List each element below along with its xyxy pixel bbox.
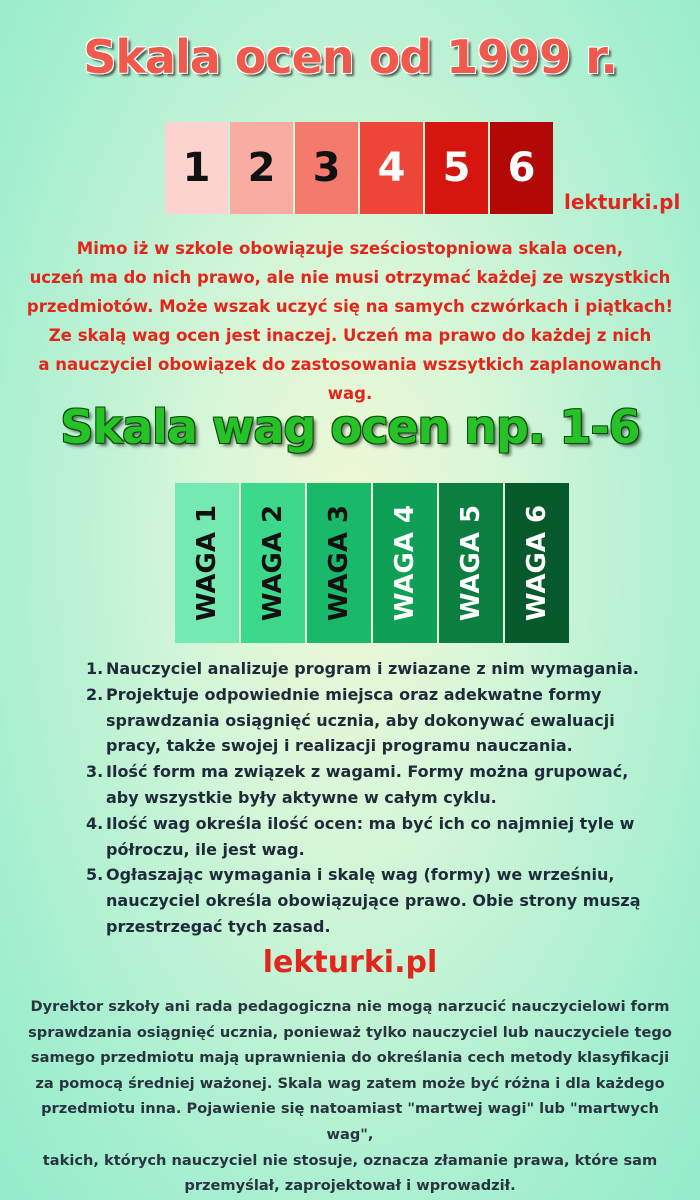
weight-box-3 — [307, 483, 371, 643]
intro-text — [20, 234, 680, 408]
rule-item — [86, 862, 666, 939]
grade-scale — [165, 122, 553, 214]
footer-line: za pomocą średniej ważonej. Skala wag zatem może być różna i dla każdego — [35, 1074, 665, 1092]
rule-text: Ogłaszając wymagania i skalę wag (formy) we wrześniu, nauczyciel określa obowiązujące prawo. Obie strony muszą przestrzegać tych zasad. — [106, 865, 641, 936]
grade-scale-title: Skala ocen od 1999 r. — [83, 30, 617, 84]
brand-watermark: lekturki.pl — [564, 190, 681, 214]
weight-box-6 — [505, 483, 569, 643]
intro-line: Ze skalą wag ocen jest inaczej. Uczeń ma prawo do każdej z nich — [48, 326, 652, 345]
grade-box-4: 4 — [360, 122, 423, 214]
footer-text — [20, 994, 680, 1199]
weight-label: WAGA 6 — [522, 504, 552, 622]
footer-line: samego przedmiotu mają uprawnienia do określania cech metody klasyfikacji — [30, 1049, 670, 1067]
weight-label: WAGA 2 — [258, 504, 288, 622]
weight-box-4 — [373, 483, 437, 643]
footer-line: takich, których nauczyciel nie stosuje, oznacza złamanie prawa, które sam — [42, 1151, 658, 1169]
grade-box-3: 3 — [295, 122, 358, 214]
footer-line: przemyślał, zaprojektował i wprowadził. — [184, 1177, 516, 1195]
rule-text: Nauczyciel analizuje program i zwiazane z nim wymagania. — [106, 659, 639, 678]
footer-line: sprawdzania osiągnięć ucznia, ponieważ tylko nauczyciel lub nauczyciele tego — [28, 1023, 672, 1041]
grade-box-2: 2 — [230, 122, 293, 214]
rule-number: 3. — [86, 762, 104, 782]
weight-label: WAGA 1 — [192, 504, 222, 622]
grade-box-1: 1 — [165, 122, 228, 214]
weight-box-2 — [241, 483, 305, 643]
weight-scale-title: Skala wag ocen np. 1-6 — [60, 400, 640, 454]
rule-number: 2. — [86, 684, 104, 704]
weight-label: WAGA 5 — [456, 504, 486, 622]
rule-item — [86, 759, 666, 811]
intro-line: Mimo iż w szkole obowiązuje sześciostopniowa skala ocen, — [76, 239, 624, 258]
grade-box-6: 6 — [490, 122, 553, 214]
intro-line: a nauczyciel obowiązek do zastosowania wszsytkich zaplanowanch wag. — [38, 355, 662, 403]
footer-line: przedmiotu inna. Pojawienie się natoamiast "martwej wagi" lub "martwych wag", — [41, 1100, 659, 1143]
weight-label: WAGA 4 — [390, 504, 420, 622]
grade-box-5: 5 — [425, 122, 488, 214]
rule-number: 5. — [86, 865, 104, 885]
intro-line: uczeń ma do nich prawo, ale nie musi otrzymać każdej ze wszystkich — [29, 268, 671, 287]
rule-text: Ilość wag określa ilość ocen: ma być ich co najmniej tyle w półroczu, ile jest wag. — [106, 813, 635, 859]
rule-text: Ilość form ma związek z wagami. Formy można grupować, aby wszystkie były aktywne w całym cyklu. — [106, 762, 629, 807]
rule-item — [86, 656, 666, 682]
weight-box-1 — [175, 483, 239, 643]
footer-line: Dyrektor szkoły ani rada pedagogiczna nie mogą narzucić nauczycielowi form — [30, 998, 670, 1015]
rule-number: 1. — [86, 659, 104, 678]
rules-list — [86, 656, 666, 940]
rule-item — [86, 682, 666, 759]
weight-box-5 — [439, 483, 503, 643]
weight-label: WAGA 3 — [324, 504, 354, 622]
brand-heading: lekturki.pl — [262, 945, 438, 980]
rule-text: Projektuje odpowiednie miejsca oraz adekwatne formy sprawdzania osiągnięć ucznia, aby dokonywać ewaluacji pracy, także swojej i realizacji programu nauczania. — [106, 684, 615, 756]
weight-scale — [175, 483, 569, 643]
intro-line: przedmiotów. Może wszak uczyć się na samych czwórkach i piątkach! — [26, 297, 674, 316]
rule-item — [86, 811, 666, 863]
rule-number: 4. — [86, 813, 104, 833]
